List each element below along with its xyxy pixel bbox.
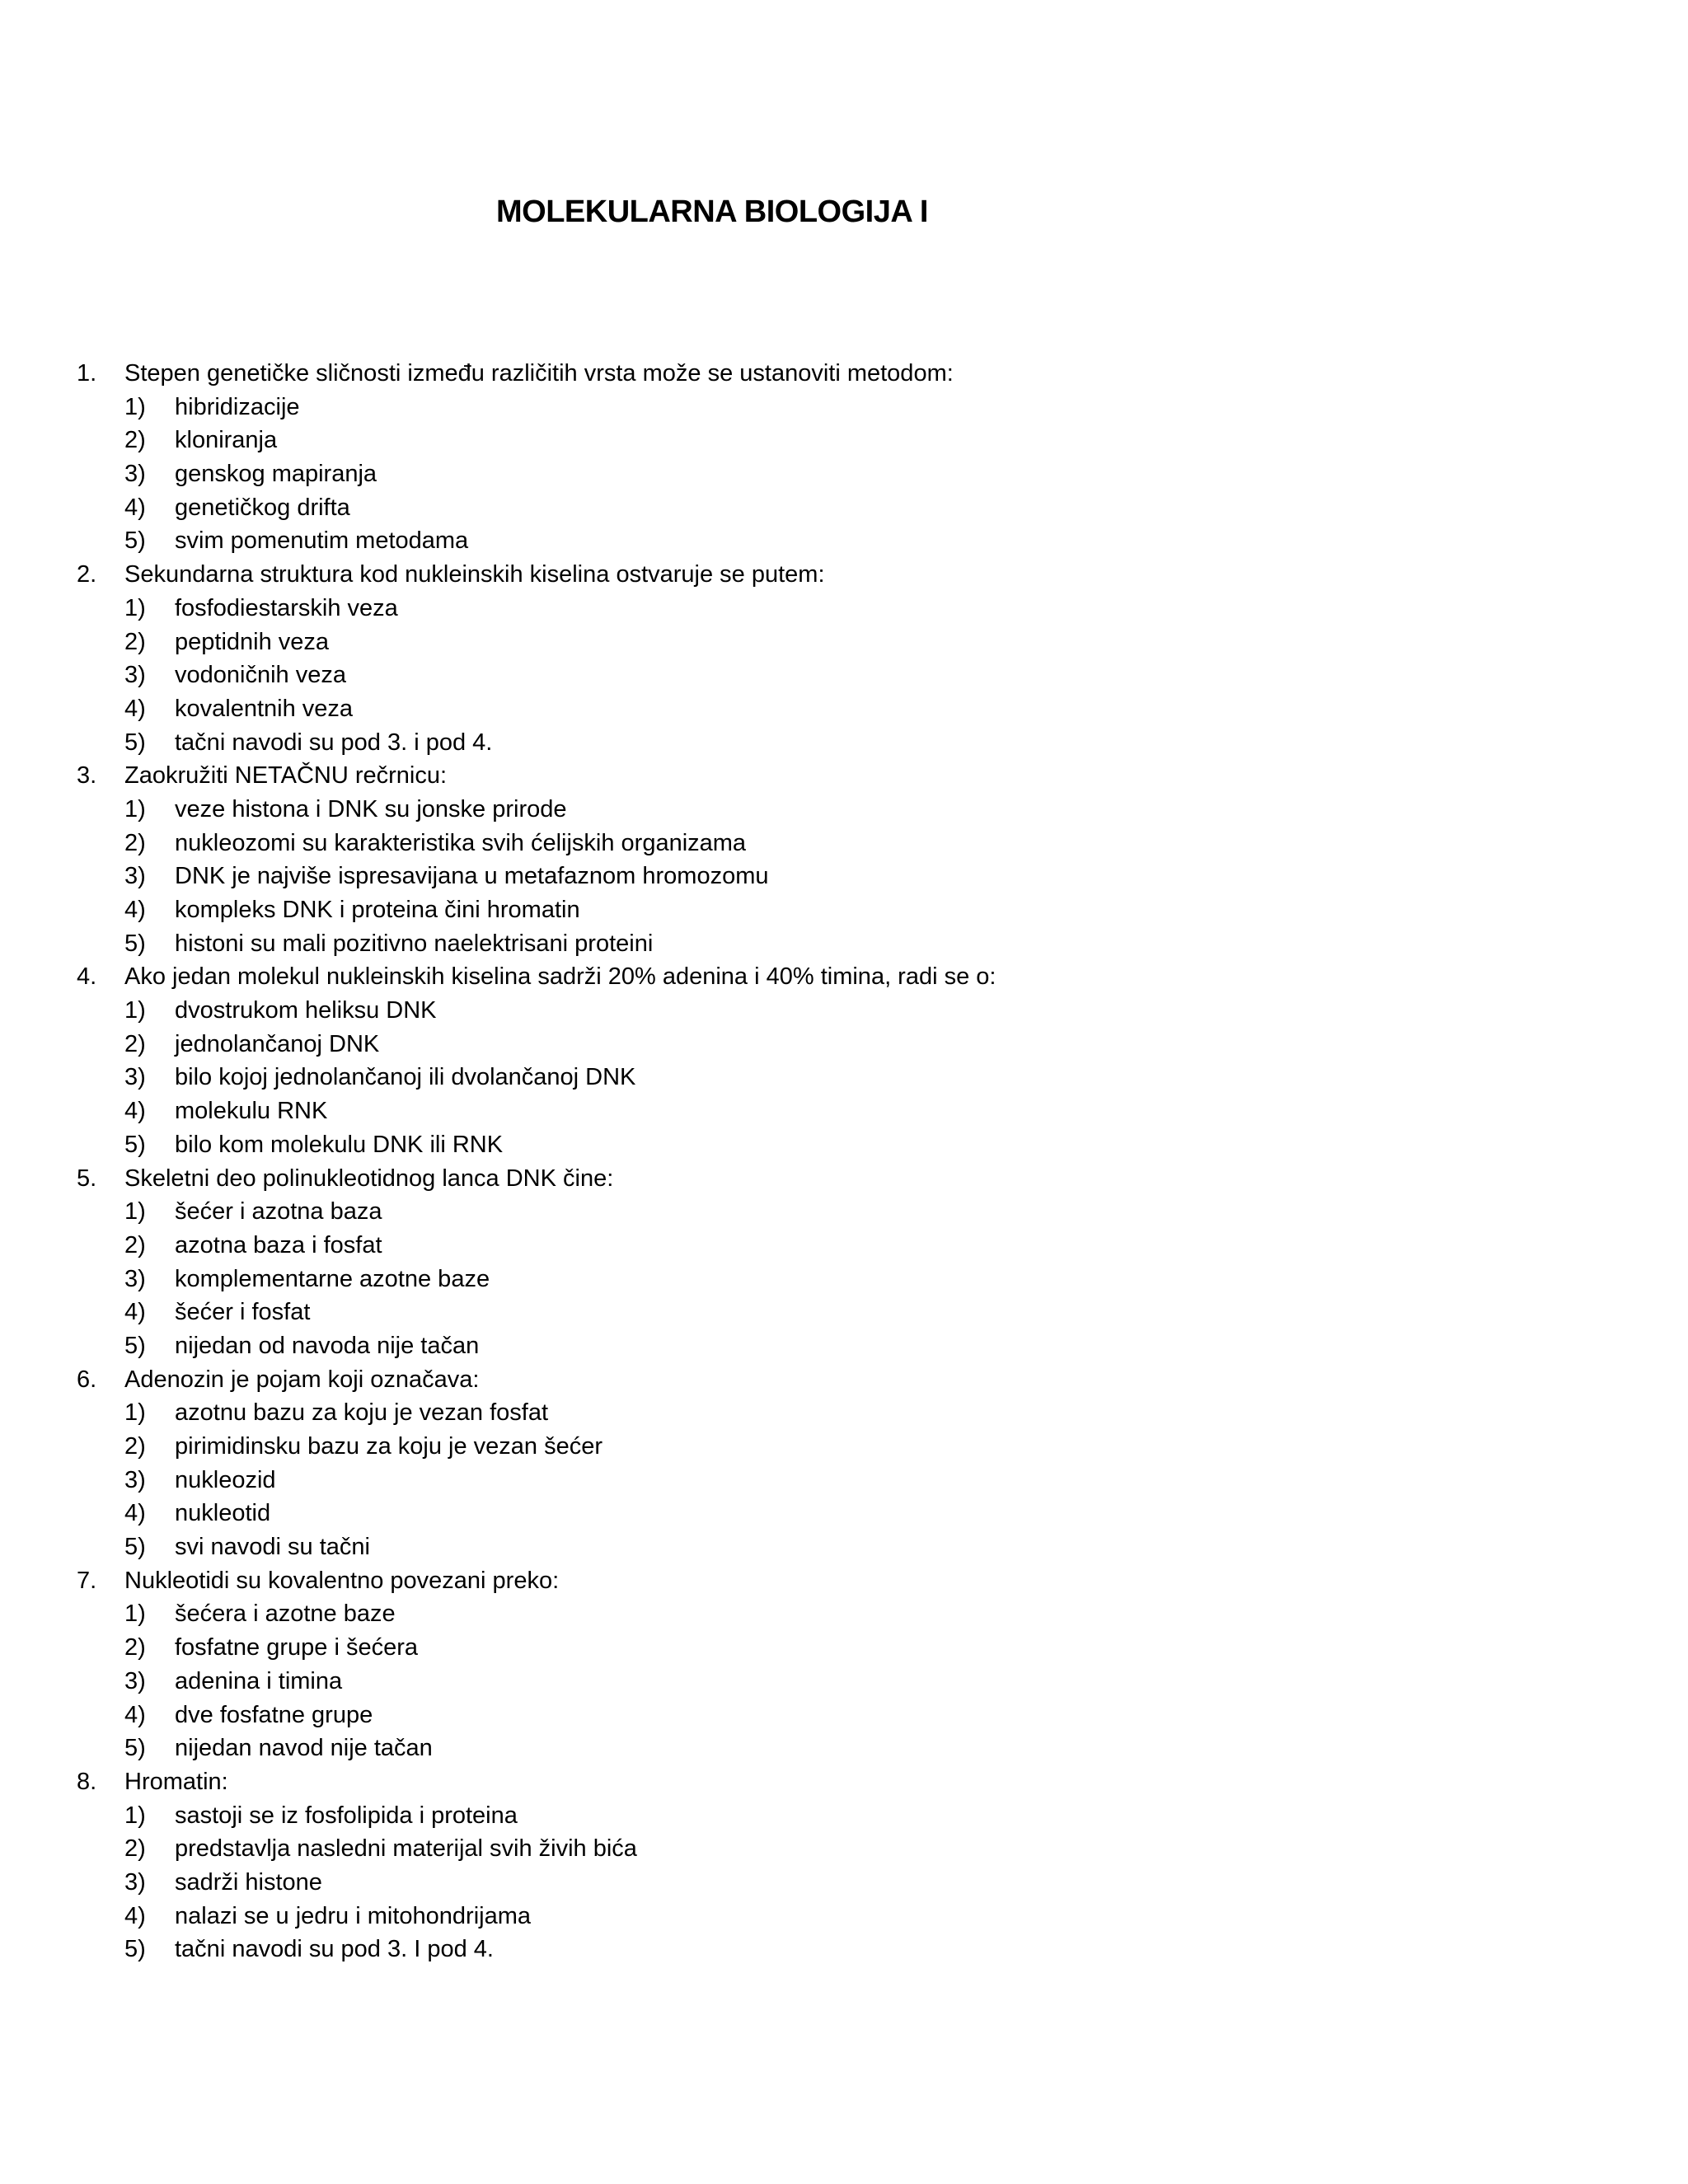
- answer-option: [0, 1128, 1688, 1162]
- answer-number: 5): [124, 1332, 146, 1359]
- answer-text: predstavlja nasledni materijal svih živih bića: [175, 1835, 637, 1863]
- answer-number: 4): [124, 897, 146, 923]
- question-number: 8.: [77, 1768, 97, 1795]
- question-text: Ako jedan molekul nukleinskih kiselina sadrži 20% adenina i 40% timina, radi se o:: [124, 963, 996, 991]
- answer-option: [0, 1799, 1688, 1833]
- answer-number: 2): [124, 1634, 146, 1661]
- answer-option: [0, 457, 1688, 491]
- answer-number: 2): [124, 829, 146, 856]
- answer-text: DNK je najviše ispresavijana u metafaznom hromozomu: [175, 863, 769, 890]
- answer-number: 1): [124, 795, 146, 823]
- answer-text: fosfatne grupe i šećera: [175, 1634, 419, 1661]
- question-number: 7.: [77, 1567, 97, 1594]
- answer-text: histoni su mali pozitivno naelektrisani proteini: [175, 930, 654, 957]
- answer-number: 3): [124, 1466, 146, 1493]
- question-text: Adenozin je pojam koji označava:: [124, 1366, 480, 1393]
- answer-option: [0, 1832, 1688, 1866]
- answer-text: azotnu bazu za koju je vezan fosfat: [175, 1399, 549, 1427]
- question-item: [0, 357, 1688, 391]
- question-item: [0, 1765, 1688, 1799]
- answer-number: 2): [124, 628, 146, 655]
- answer-number: 3): [124, 863, 146, 890]
- answer-option: [0, 1699, 1688, 1732]
- answer-text: dve fosfatne grupe: [175, 1701, 373, 1728]
- answer-text: nijedan od navoda nije tačan: [175, 1332, 480, 1359]
- answer-option: [0, 827, 1688, 860]
- answer-number: 1): [124, 1399, 146, 1427]
- answer-number: 4): [124, 1098, 146, 1125]
- answer-option: [0, 860, 1688, 893]
- answer-number: 5): [124, 1735, 146, 1762]
- answer-number: 4): [124, 1701, 146, 1728]
- question-text: Stepen genetičke sličnosti između različitih vrsta može se ustanoviti metodom:: [124, 360, 954, 387]
- answer-number: 5): [124, 1534, 146, 1561]
- answer-text: šećera i azotne baze: [175, 1601, 396, 1628]
- answer-number: 5): [124, 930, 146, 957]
- answer-number: 3): [124, 662, 146, 689]
- question-item: [0, 960, 1688, 994]
- answer-number: 4): [124, 494, 146, 521]
- question-item: [0, 558, 1688, 592]
- question-text: Nukleotidi su kovalentno povezani preko:: [124, 1567, 560, 1594]
- answer-number: 1): [124, 1802, 146, 1829]
- answer-text: genskog mapiranja: [175, 461, 377, 488]
- question-number: 3.: [77, 762, 97, 790]
- answer-option: [0, 994, 1688, 1028]
- answer-option: [0, 1430, 1688, 1464]
- answer-text: kloniranja: [175, 427, 278, 454]
- answer-text: sastoji se iz fosfolipida i proteina: [175, 1802, 518, 1829]
- answer-text: nukleozid: [175, 1466, 276, 1493]
- answer-text: kovalentnih veza: [175, 695, 354, 722]
- answer-option: [0, 927, 1688, 961]
- answer-text: vodoničnih veza: [175, 662, 346, 689]
- question-text: Hromatin:: [124, 1768, 228, 1795]
- answer-number: 1): [124, 393, 146, 420]
- answer-number: 2): [124, 1231, 146, 1258]
- answer-number: 2): [124, 1030, 146, 1057]
- answer-option: [0, 1900, 1688, 1933]
- answer-number: 2): [124, 427, 146, 454]
- question-number: 6.: [77, 1366, 97, 1393]
- answer-text: bilo kojoj jednolančanoj ili dvolančanoj DNK: [175, 1064, 636, 1091]
- answer-option: [0, 1497, 1688, 1530]
- answer-option: [0, 524, 1688, 558]
- answer-text: jednolančanoj DNK: [175, 1030, 380, 1057]
- answer-text: genetičkog drifta: [175, 494, 350, 521]
- answer-text: svi navodi su tačni: [175, 1534, 370, 1561]
- answer-option: [0, 692, 1688, 726]
- answer-number: 4): [124, 1299, 146, 1326]
- answer-number: 1): [124, 594, 146, 621]
- answer-number: 2): [124, 1835, 146, 1863]
- answer-option: [0, 391, 1688, 424]
- answer-option: [0, 1296, 1688, 1329]
- answer-option: [0, 1396, 1688, 1430]
- answer-number: 5): [124, 527, 146, 555]
- answer-number: 4): [124, 1902, 146, 1929]
- answer-number: 5): [124, 729, 146, 756]
- answer-number: 4): [124, 1500, 146, 1527]
- answer-option: [0, 793, 1688, 827]
- answer-option: [0, 1866, 1688, 1900]
- question-number: 4.: [77, 963, 97, 991]
- question-list: [0, 357, 1688, 1966]
- answer-option: [0, 1329, 1688, 1363]
- question-text: Zaokružiti NETAČNU rečrnicu:: [124, 762, 448, 790]
- answer-option: [0, 491, 1688, 525]
- answer-text: adenina i timina: [175, 1667, 343, 1694]
- answer-text: hibridizacije: [175, 393, 300, 420]
- answer-text: veze histona i DNK su jonske prirode: [175, 795, 567, 823]
- answer-option: [0, 424, 1688, 457]
- question-item: [0, 1363, 1688, 1397]
- answer-number: 1): [124, 997, 146, 1024]
- answer-number: 3): [124, 461, 146, 488]
- answer-text: šećer i fosfat: [175, 1299, 311, 1326]
- answer-option: [0, 1597, 1688, 1631]
- answer-number: 1): [124, 1198, 146, 1226]
- answer-number: 3): [124, 1064, 146, 1091]
- answer-text: fosfodiestarskih veza: [175, 594, 398, 621]
- answer-option: [0, 1530, 1688, 1564]
- answer-option: [0, 592, 1688, 626]
- question-item: [0, 1162, 1688, 1196]
- answer-option: [0, 726, 1688, 760]
- answer-option: [0, 893, 1688, 927]
- answer-option: [0, 658, 1688, 692]
- answer-number: 2): [124, 1433, 146, 1460]
- answer-text: pirimidinsku bazu za koju je vezan šećer: [175, 1433, 603, 1460]
- question-item: [0, 759, 1688, 793]
- answer-text: kompleks DNK i proteina čini hromatin: [175, 897, 580, 923]
- answer-text: bilo kom molekulu DNK ili RNK: [175, 1131, 504, 1158]
- answer-text: šećer i azotna baza: [175, 1198, 382, 1226]
- answer-option: [0, 1933, 1688, 1966]
- answer-option: [0, 1732, 1688, 1765]
- question-number: 5.: [77, 1165, 97, 1192]
- answer-option: [0, 1665, 1688, 1699]
- page-title: MOLEKULARNA BIOLOGIJA I: [495, 194, 928, 229]
- answer-option: [0, 1263, 1688, 1296]
- answer-option: [0, 1631, 1688, 1665]
- question-item: [0, 1564, 1688, 1598]
- answer-number: 4): [124, 695, 146, 722]
- answer-option: [0, 1061, 1688, 1094]
- answer-text: svim pomenutim metodama: [175, 527, 469, 555]
- answer-number: 3): [124, 1265, 146, 1292]
- answer-text: nalazi se u jedru i mitohondrijama: [175, 1902, 531, 1929]
- answer-text: peptidnih veza: [175, 628, 330, 655]
- question-number: 1.: [77, 360, 97, 387]
- answer-text: sadrži histone: [175, 1868, 322, 1896]
- question-text: Skeletni deo polinukleotidnog lanca DNK čine:: [124, 1165, 614, 1192]
- answer-option: [0, 626, 1688, 659]
- answer-text: tačni navodi su pod 3. i pod 4.: [175, 729, 493, 756]
- question-number: 2.: [77, 561, 97, 588]
- answer-option: [0, 1094, 1688, 1128]
- answer-number: 5): [124, 1936, 146, 1963]
- answer-text: nukleotid: [175, 1500, 271, 1527]
- answer-text: nukleozomi su karakteristika svih ćelijskih organizama: [175, 829, 747, 856]
- answer-text: komplementarne azotne baze: [175, 1265, 490, 1292]
- answer-number: 3): [124, 1868, 146, 1896]
- answer-option: [0, 1028, 1688, 1062]
- answer-text: tačni navodi su pod 3. I pod 4.: [175, 1936, 494, 1963]
- answer-option: [0, 1464, 1688, 1497]
- answer-text: azotna baza i fosfat: [175, 1231, 382, 1258]
- answer-text: nijedan navod nije tačan: [175, 1735, 433, 1762]
- question-text: Sekundarna struktura kod nukleinskih kiselina ostvaruje se putem:: [124, 561, 825, 588]
- answer-option: [0, 1195, 1688, 1229]
- answer-option: [0, 1229, 1688, 1263]
- answer-text: molekulu RNK: [175, 1098, 328, 1125]
- answer-number: 3): [124, 1667, 146, 1694]
- answer-text: dvostrukom heliksu DNK: [175, 997, 437, 1024]
- answer-number: 1): [124, 1601, 146, 1628]
- answer-number: 5): [124, 1131, 146, 1158]
